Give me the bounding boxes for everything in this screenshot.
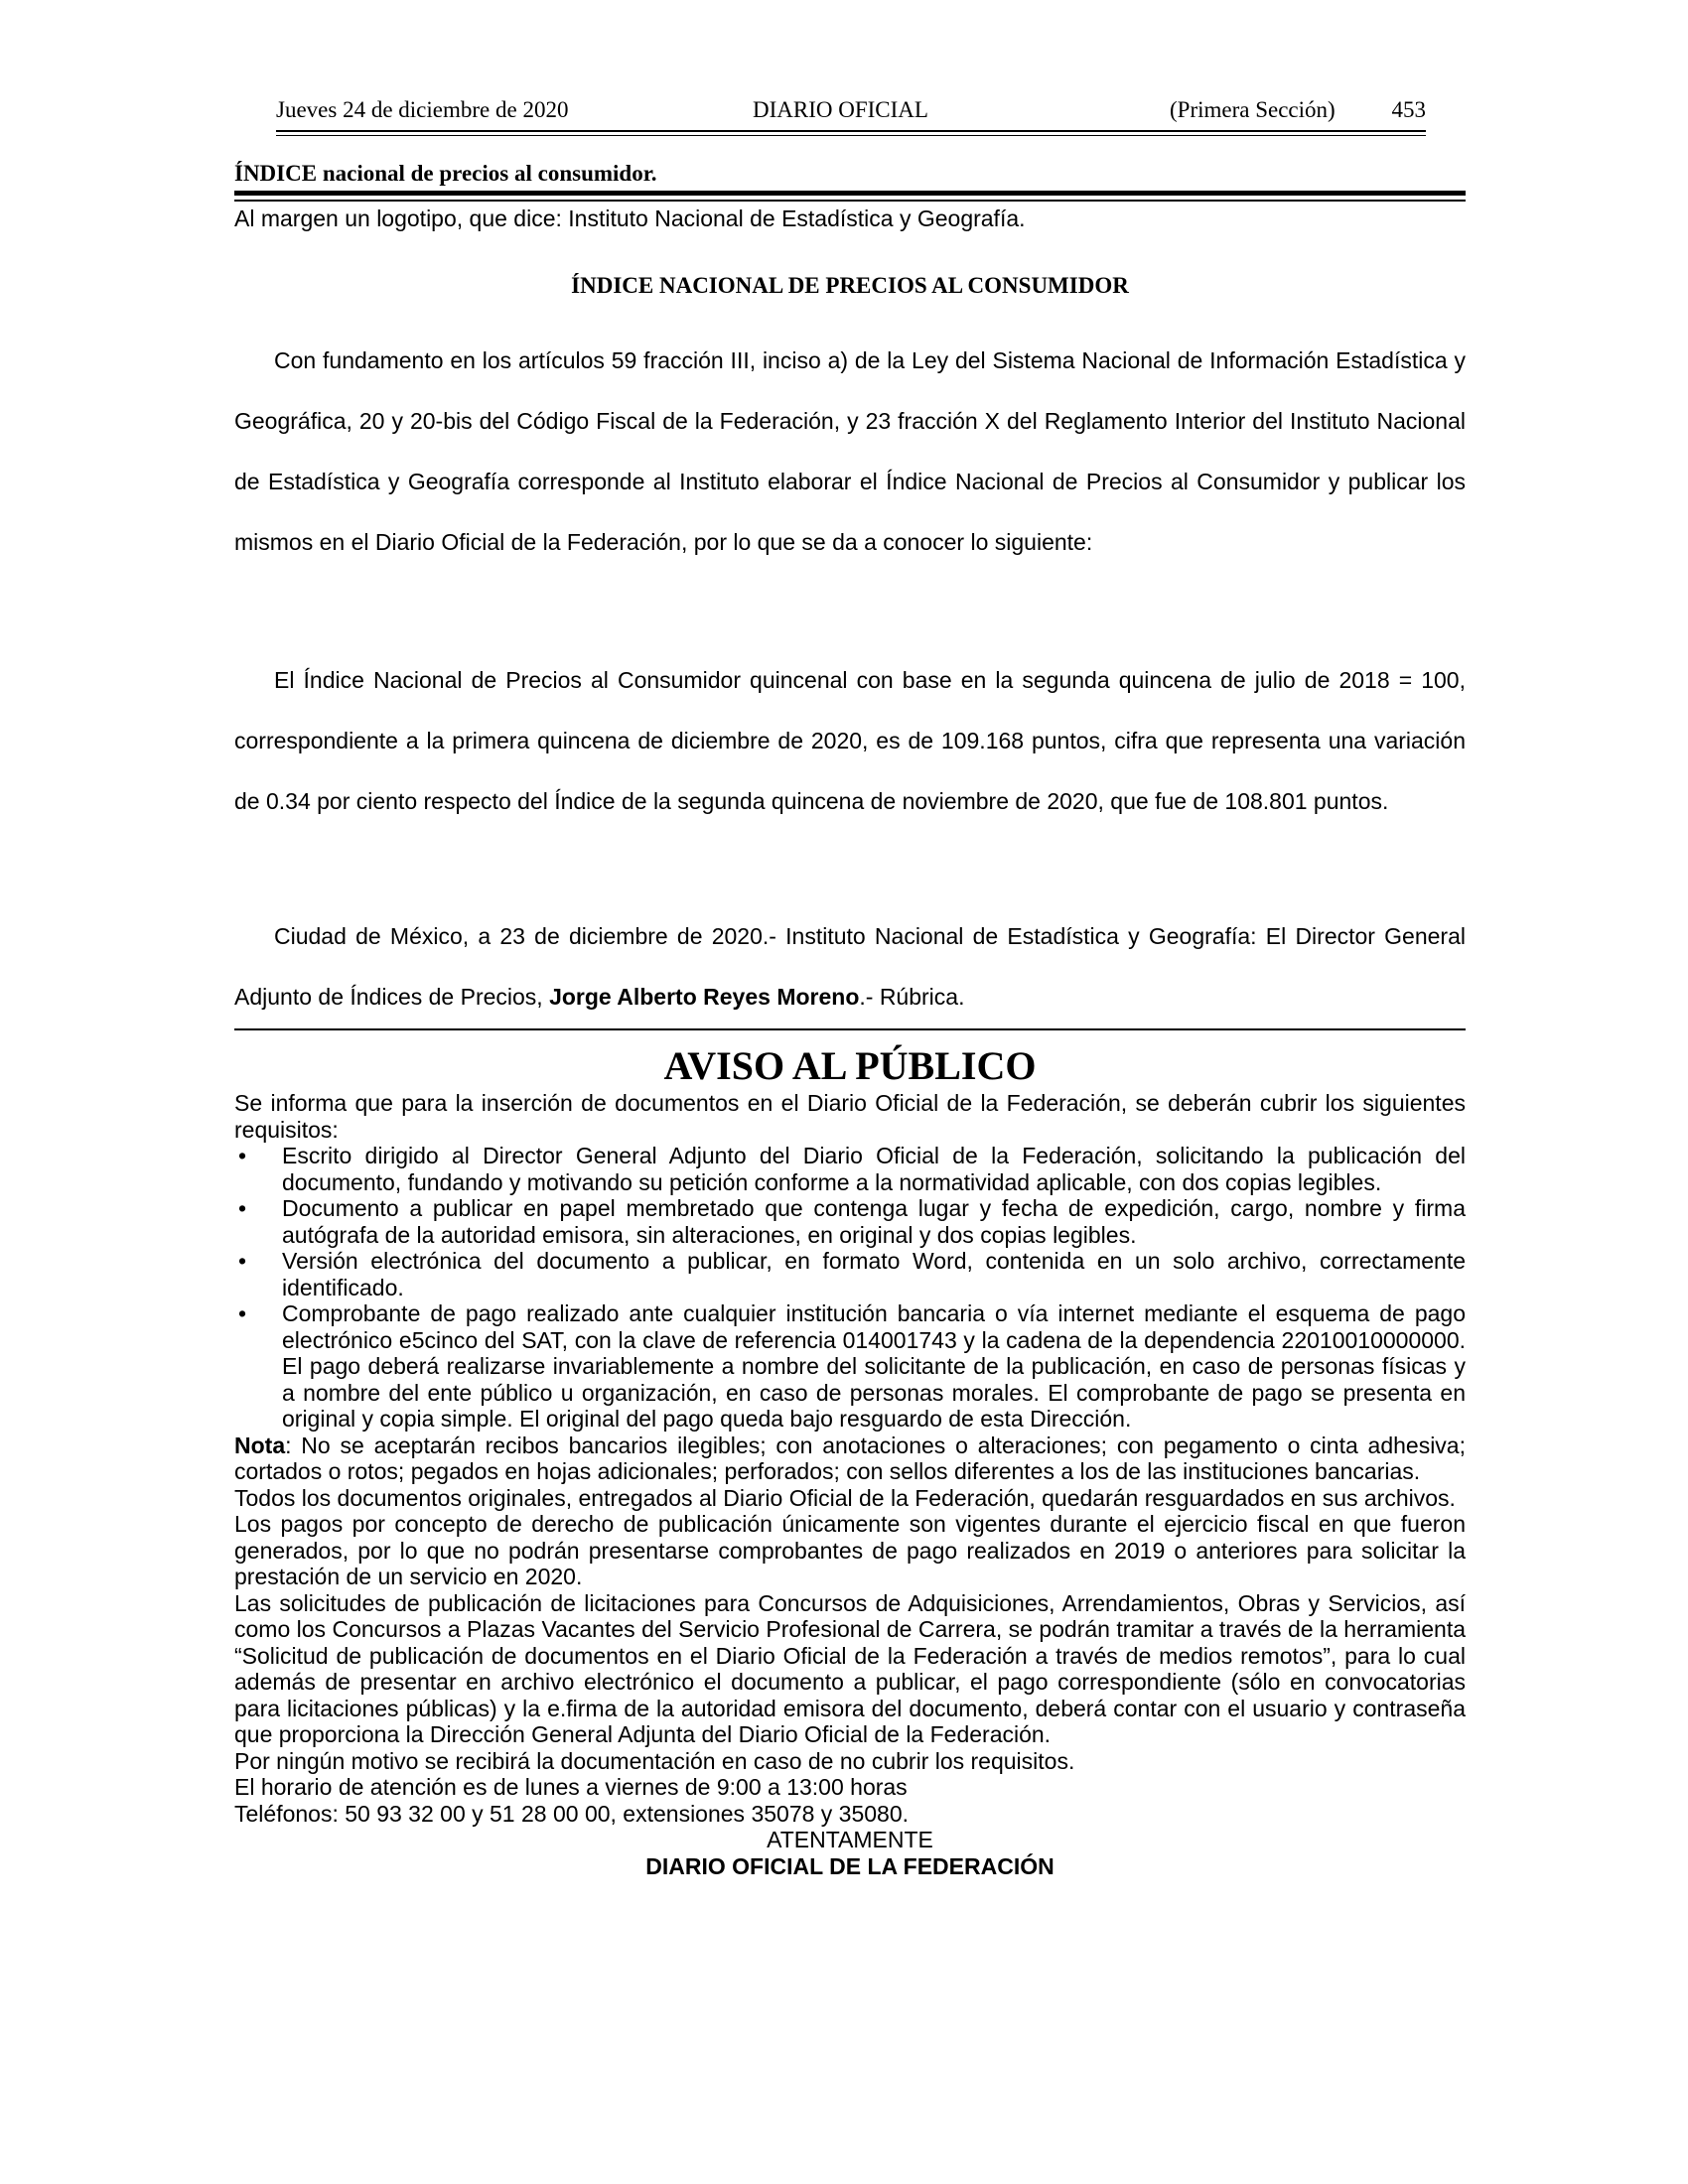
header-date: Jueves 24 de diciembre de 2020 xyxy=(276,97,569,122)
header-rule-secondary xyxy=(276,135,1426,136)
aviso-title: AVISO AL PÚBLICO xyxy=(663,1043,1037,1088)
closing-salutation: ATENTAMENTE xyxy=(767,1827,933,1852)
header-page-number: 453 xyxy=(1391,97,1426,122)
requirement-text: Documento a publicar en papel membretado que contenga lugar y fecha de expedición, cargo, nombre y firma autógrafa de la autoridad emisora, sin alteraciones, en original y dos copias legibles. xyxy=(282,1195,1466,1248)
document-heading: ÍNDICE NACIONAL DE PRECIOS AL CONSUMIDOR xyxy=(571,273,1129,298)
aviso-body xyxy=(234,1090,1466,1879)
aviso-paragraph-phones: Teléfonos: 50 93 32 00 y 51 28 00 00, extensiones 35078 y 35080. xyxy=(234,1800,910,1827)
header-rule xyxy=(276,130,1426,132)
requirement-item xyxy=(234,1248,1466,1300)
index-title: ÍNDICE nacional de precios al consumidor. xyxy=(234,161,657,186)
aviso-paragraph-hours: El horario de atención es de lunes a viernes de 9:00 a 13:00 horas xyxy=(234,1774,908,1800)
margin-note: Al margen un logotipo, que dice: Instituto Nacional de Estadística y Geografía. xyxy=(234,205,1026,231)
header-journal-name: DIARIO OFICIAL xyxy=(753,97,928,122)
requirement-item xyxy=(234,1300,1466,1433)
legal-basis-paragraph: Con fundamento en los artículos 59 fracción III, inciso a) de la Ley del Sistema Nacional de Información Estadística y Geográfica, 20 y 20-bis del Código Fiscal de la Federación, y 23 fracción X del Reglamento Interior del Instituto Nacional de Estadística y Geografía corresponde al Instituto elaborar el Índice Nacional de Precios al Consumidor y publicar los mismos en el Diario Oficial de la Federación, por lo que se da a conocer lo siguiente: xyxy=(234,347,1466,555)
title-rule-thin xyxy=(234,200,1466,202)
running-header xyxy=(276,97,1426,131)
section-divider xyxy=(234,1028,1466,1030)
closing-organization: DIARIO OFICIAL DE LA FEDERACIÓN xyxy=(645,1852,1055,1879)
bullet-icon: • xyxy=(238,1248,247,1274)
requirement-text: Versión electrónica del documento a publicar, en formato Word, contenida en un solo archivo, correctamente identificado. xyxy=(282,1248,1466,1300)
requirement-item xyxy=(234,1143,1466,1195)
requirement-text: Escrito dirigido al Director General Adjunto del Diario Oficial de la Federación, solicitando la publicación del documento, fundando y motivando su petición conforme a la normatividad aplicable, con dos copias legibles. xyxy=(282,1143,1466,1195)
aviso-paragraph-requirements-warning: Por ningún motivo se recibirá la documentación en caso de no cubrir los requisitos. xyxy=(234,1747,1075,1774)
aviso-paragraph-remote-requests: Las solicitudes de publicación de licitaciones para Concursos de Adquisiciones, Arrendamientos, Obras y Servicios, así como los Concursos a Plazas Vacantes del Servicio Profesional de Carrera, se podrán tramitar a través de la herramienta “Solicitud de publicación de documentos en el Diario Oficial de la Federación a través de medios remotos”, para lo cual además de presentar en archivo electrónico el documento a publicar, el pago correspondiente (sólo en convocatorias para licitaciones públicas) y la e.firma de la autoridad emisora del documento, deberá contar con el usuario y contraseña que proporciona la Dirección General Adjunta del Diario Oficial de la Federación. xyxy=(234,1589,1466,1747)
requirement-text: Comprobante de pago realizado ante cualquier institución bancaria o vía internet mediante el esquema de pago electrónico e5cinco del SAT, con la clave de referencia 014001743 y la cadena de la dependencia 22010010000000. El pago deberá realizarse invariablemente a nombre del solicitante de la publicación, en caso de personas físicas y a nombre del ente público u organización, en caso de personas morales. El comprobante de pago se presenta en original y copia simple. El original del pago queda bajo resguardo de esta Dirección. xyxy=(282,1300,1466,1432)
note-label: Nota xyxy=(234,1432,286,1458)
title-rule-thick xyxy=(234,191,1466,196)
aviso-paragraph-payments: Los pagos por concepto de derecho de publicación únicamente son vigentes durante el ejercicio fiscal en que fueron generados, por lo que no podrán presentarse comprobantes de pago realizados en 2019 o anteriores para solicitar la prestación de un servicio en 2020. xyxy=(234,1511,1466,1589)
aviso-paragraph-archives: Todos los documentos originales, entregados al Diario Oficial de la Federación, quedarán resguardados en sus archivos. xyxy=(234,1484,1456,1511)
bullet-icon: • xyxy=(238,1300,247,1326)
aviso-intro: Se informa que para la inserción de documentos en el Diario Oficial de la Federación, se deberán cubrir los siguientes requisitos: xyxy=(234,1090,1466,1143)
index-value-paragraph: El Índice Nacional de Precios al Consumidor quincenal con base en la segunda quincena de julio de 2018 = 100, correspondiente a la primera quincena de diciembre de 2020, es de 109.168 puntos, cifra que representa una variación de 0.34 por ciento respecto del Índice de la segunda quincena de noviembre de 2020, que fue de 108.801 puntos. xyxy=(234,667,1466,814)
note-text: : No se aceptarán recibos bancarios ilegibles; con anotaciones o alteraciones; con pegamento o cinta adhesiva; cortados o rotos; pegados en hojas adicionales; perforados; con sellos diferentes a los de las instituciones bancarias. xyxy=(234,1432,1466,1484)
signature-text: Ciudad de México, a 23 de diciembre de 2020.- Instituto Nacional de Estadística y Geografía: El Director General Adjunto de Índices de Precios, xyxy=(234,923,1466,1010)
header-section: (Primera Sección) xyxy=(1170,97,1336,122)
requirements-list xyxy=(234,1143,1466,1433)
bullet-icon: • xyxy=(238,1195,247,1221)
aviso-note xyxy=(234,1433,1466,1485)
signature-paragraph xyxy=(234,906,1466,1027)
signatory-name: Jorge Alberto Reyes Moreno xyxy=(549,984,860,1010)
bullet-icon: • xyxy=(238,1143,247,1168)
requirement-item xyxy=(234,1195,1466,1248)
signature-suffix: .- Rúbrica. xyxy=(859,984,965,1010)
